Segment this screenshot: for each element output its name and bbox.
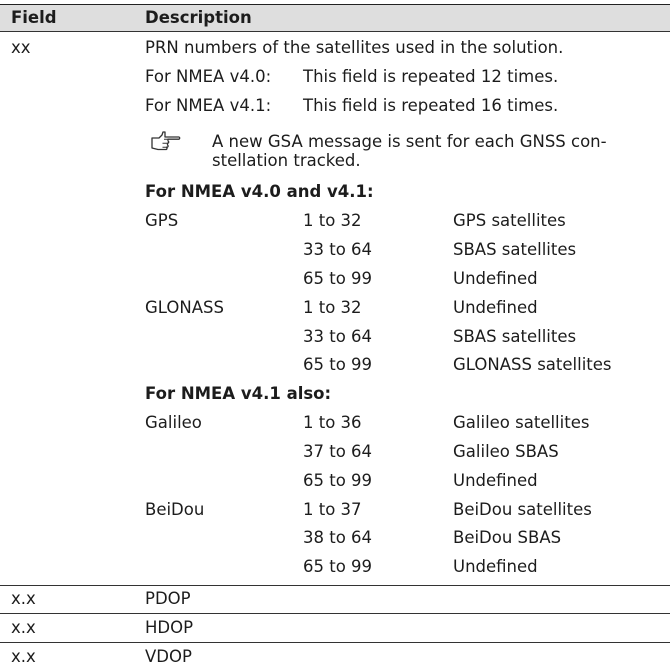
vdop-field: x.x [11,647,36,666]
note-line-1: A new GSA message is sent for each GNSS con- [212,132,607,151]
s2-system-3: BeiDou [145,500,205,519]
s2-meaning-4: BeiDou SBAS [453,528,562,547]
s1-meaning-0: GPS satellites [453,211,566,230]
s1-range-1: 33 to 64 [303,240,373,259]
row-rule-hdop [0,613,670,614]
s2-range-5: 65 to 99 [303,557,373,576]
nmea41-text: This field is repeated 16 times. [303,96,559,115]
s1-meaning-1: SBAS satellites [453,240,577,259]
s1-system-3: GLONASS [145,298,224,317]
s1-meaning-5: GLONASS satellites [453,355,612,374]
pdop-description: PDOP [145,589,191,608]
s1-range-2: 65 to 99 [303,269,373,288]
s1-meaning-3: Undefined [453,298,538,317]
s1-range-3: 1 to 32 [303,298,362,317]
pointing-hand-icon [151,131,181,151]
s2-system-0: Galileo [145,413,202,432]
s1-range-5: 65 to 99 [303,355,373,374]
s2-meaning-3: BeiDou satellites [453,500,592,519]
s1-range-0: 1 to 32 [303,211,362,230]
hdop-description: HDOP [145,618,194,637]
section1-heading: For NMEA v4.0 and v4.1: [145,182,374,201]
s2-range-1: 37 to 64 [303,442,373,461]
s2-range-0: 1 to 36 [303,413,362,432]
s2-meaning-2: Undefined [453,471,538,490]
row-rule-pdop [0,585,670,586]
header-description: Description [145,8,252,27]
xx-field: xx [11,38,31,57]
s2-meaning-5: Undefined [453,557,538,576]
row-rule-vdop [0,642,670,643]
s1-meaning-2: Undefined [453,269,538,288]
note-line-2: stellation tracked. [212,151,361,170]
s1-meaning-4: SBAS satellites [453,327,577,346]
pdop-field: x.x [11,589,36,608]
s2-meaning-1: Galileo SBAS [453,442,559,461]
xx-intro: PRN numbers of the satellites used in the solution. [145,38,564,57]
s1-range-4: 33 to 64 [303,327,373,346]
header-field: Field [11,8,57,27]
section2-heading: For NMEA v4.1 also: [145,384,332,403]
nmea41-label: For NMEA v4.1: [145,96,272,115]
hdop-field: x.x [11,618,36,637]
table-header [0,5,670,31]
s2-meaning-0: Galileo satellites [453,413,590,432]
s2-range-2: 65 to 99 [303,471,373,490]
vdop-description: VDOP [145,647,192,666]
s1-system-0: GPS [145,211,179,230]
s2-range-4: 38 to 64 [303,528,373,547]
nmea40-text: This field is repeated 12 times. [303,67,559,86]
header-bottom-rule [0,31,670,32]
nmea40-label: For NMEA v4.0: [145,67,272,86]
s2-range-3: 1 to 37 [303,500,362,519]
